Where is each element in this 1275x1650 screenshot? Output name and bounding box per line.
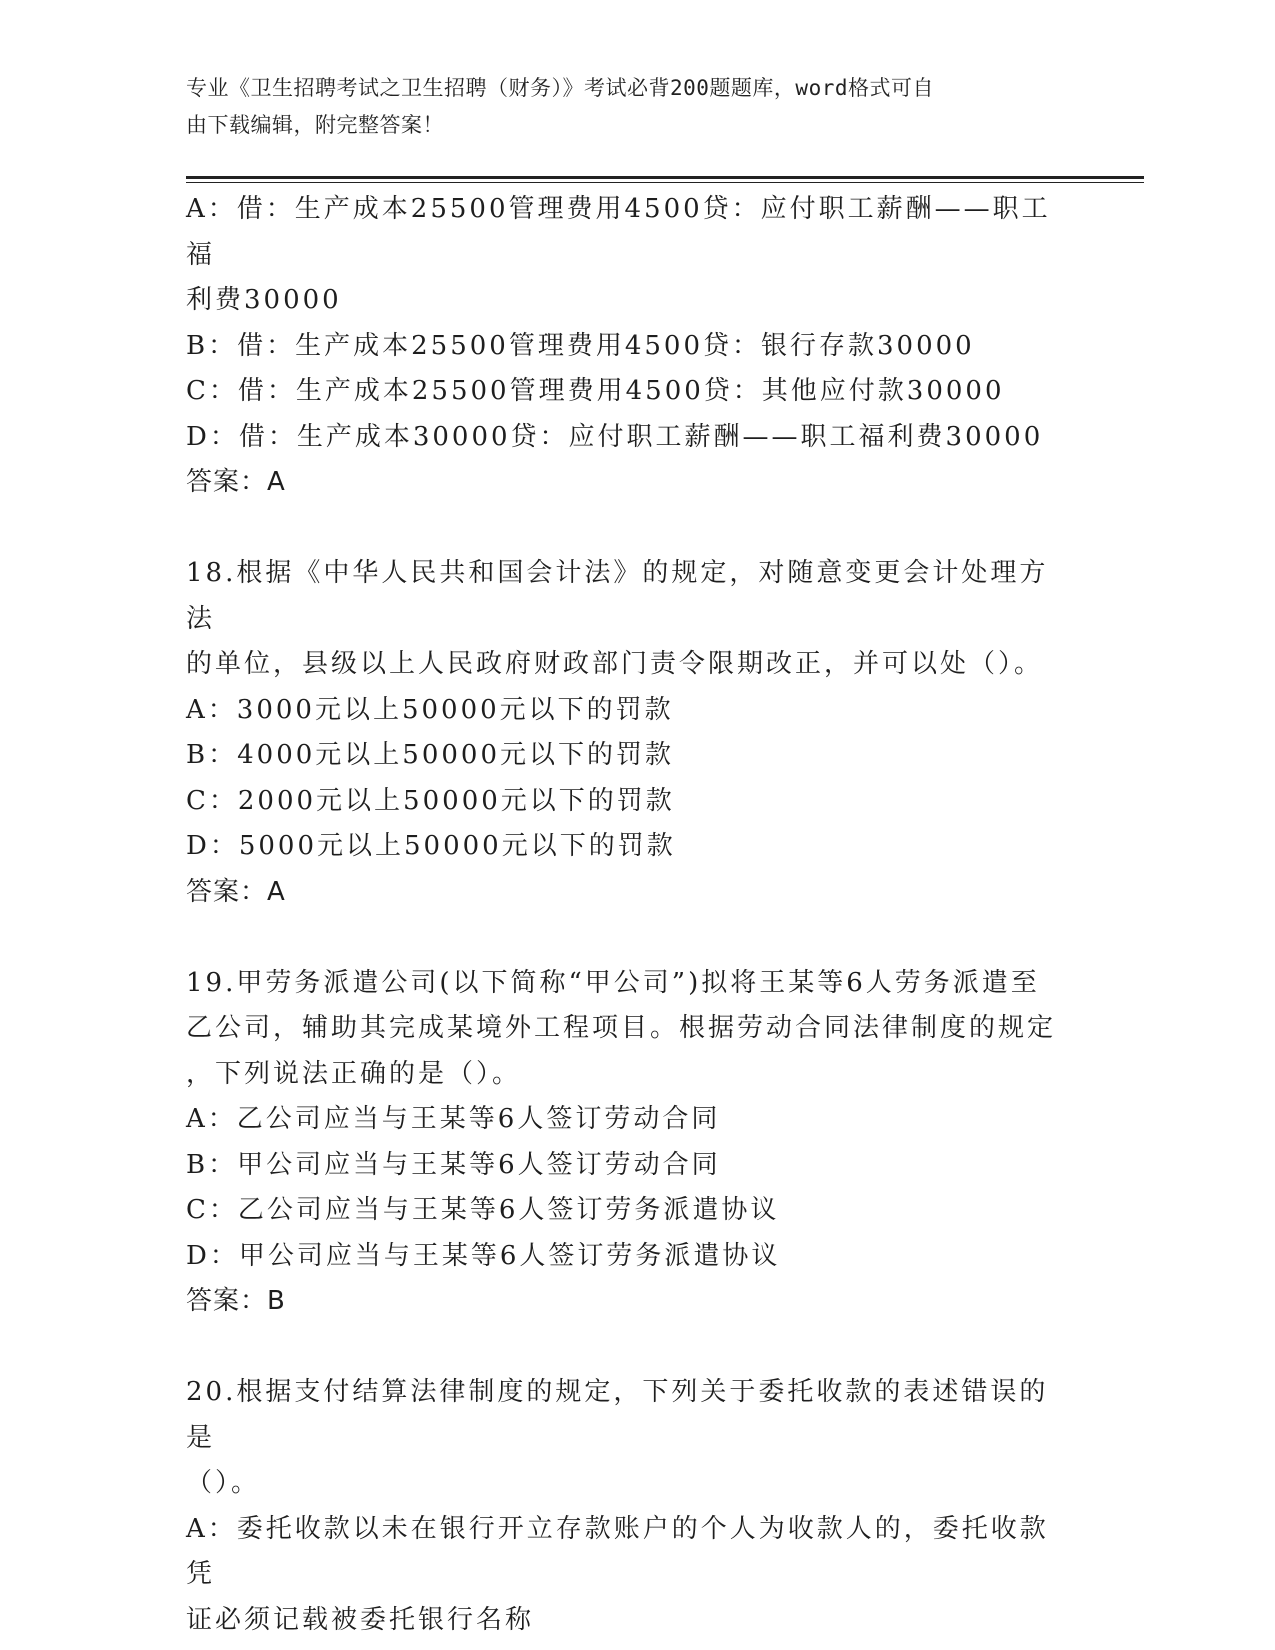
q19-stem-line-2: 乙公司，辅助其完成某境外工程项目。根据劳动合同法律制度的规定 — [186, 1013, 1057, 1043]
q19-option-d: D：甲公司应当与王某等6人签订劳务派遣协议 — [186, 1240, 781, 1271]
q18-answer: 答案：A — [186, 876, 286, 907]
q20-option-a-line-2: 证必须记载被委托银行名称 — [186, 1604, 535, 1635]
q17-option-a-line-2: 利费30000 — [186, 285, 342, 315]
header-line-1: 专业《卫生招聘考试之卫生招聘（财务）》考试必背200题题库，word格式可自 — [186, 76, 934, 100]
header-line-2: 由下载编辑，附完整答案！ — [186, 113, 444, 137]
spacer — [186, 506, 1066, 552]
question-18 — [186, 551, 1066, 915]
q19-answer: 答案：B — [186, 1286, 286, 1316]
q19-stem-line-1: 19.甲劳务派遣公司(以下简称“甲公司”)拟将王某等6人劳务派遣至 — [186, 967, 1040, 998]
document-header — [186, 70, 1066, 144]
question-19 — [186, 961, 1066, 1325]
q19-option-a: A：乙公司应当与王某等6人签订劳动合同 — [186, 1104, 721, 1134]
header-rule-thin — [186, 182, 1144, 183]
q20-stem-line-2: （）。 — [186, 1468, 261, 1498]
q18-option-c: C：2000元以上50000元以下的罚款 — [186, 785, 675, 816]
q19-stem-line-3: ，下列说法正确的是（）。 — [186, 1058, 522, 1089]
q17-option-c: C：借：生产成本25500管理费用4500贷：其他应付款30000 — [186, 376, 1005, 406]
q19-option-c: C：乙公司应当与王某等6人签订劳务派遣协议 — [186, 1195, 780, 1225]
document-body — [186, 187, 1066, 1643]
q19-option-b: B：甲公司应当与王某等6人签订劳动合同 — [186, 1149, 721, 1180]
q20-option-a-line-1: A：委托收款以未在银行开立存款账户的个人为收款人的，委托收款凭 — [186, 1513, 1049, 1589]
spacer — [186, 915, 1066, 961]
q18-option-b: B：4000元以上50000元以下的罚款 — [186, 740, 674, 770]
header-rule-thick — [186, 176, 1144, 179]
q20-stem-line-1: 20.根据支付结算法律制度的规定，下列关于委托收款的表述错误的是 — [186, 1377, 1049, 1453]
q17-option-b: B：借：生产成本25500管理费用4500贷：银行存款30000 — [186, 330, 975, 361]
q17-option-a-line-1: A：借：生产成本25500管理费用4500贷：应付职工薪酬——职工福 — [186, 194, 1051, 270]
spacer — [186, 1325, 1066, 1371]
q17-option-d: D：借：生产成本30000贷：应付职工薪酬——职工福利费30000 — [186, 421, 1044, 452]
question-20 — [186, 1370, 1066, 1643]
q18-stem-line-2: 的单位，县级以上人民政府财政部门责令限期改正，并可以处（）。 — [186, 649, 1044, 679]
question-17 — [186, 187, 1066, 506]
q18-option-a: A：3000元以上50000元以下的罚款 — [186, 694, 674, 725]
q17-answer: 答案：A — [186, 467, 286, 497]
q18-stem-line-1: 18.根据《中华人民共和国会计法》的规定，对随意变更会计处理方法 — [186, 558, 1049, 634]
q18-option-d: D：5000元以上50000元以下的罚款 — [186, 831, 676, 861]
